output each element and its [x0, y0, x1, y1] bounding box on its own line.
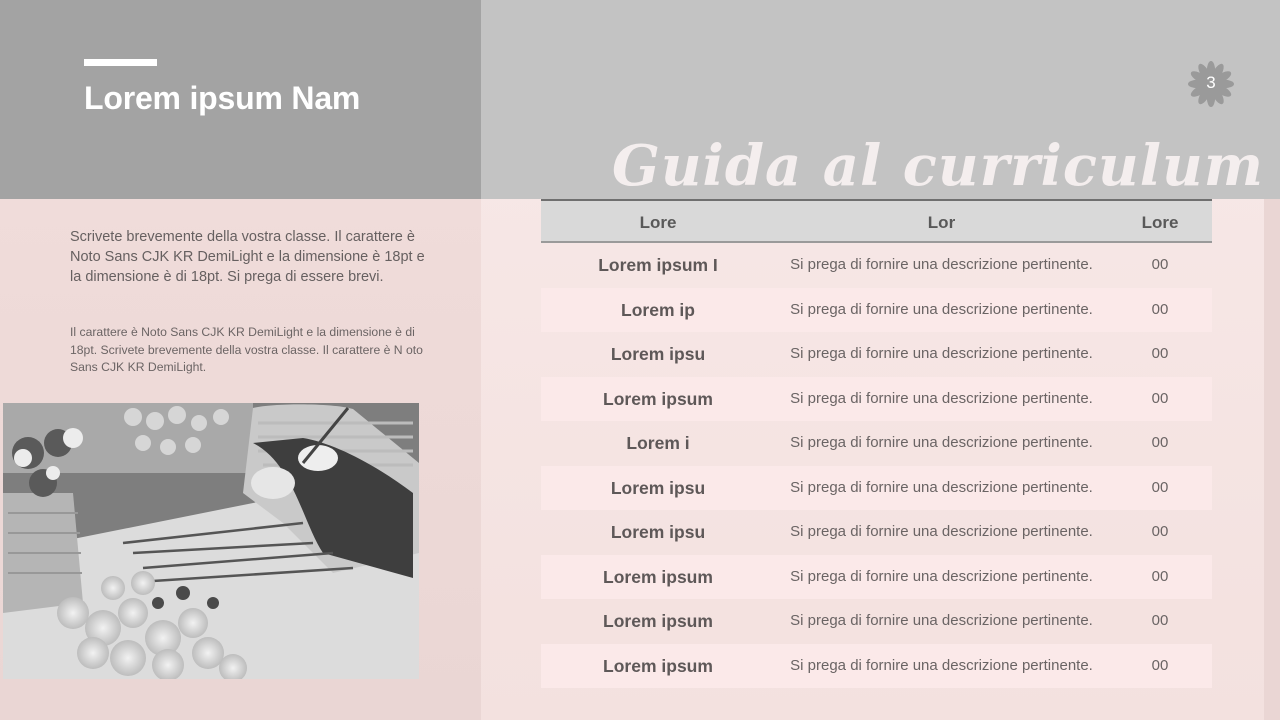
row-description: Si prega di fornire una descrizione pertinente. [790, 523, 1093, 540]
row-name: Lorem ipsum [603, 566, 713, 587]
table-row [541, 599, 1212, 644]
row-value: 00 [1151, 478, 1169, 496]
row-value: 00 [1151, 612, 1169, 629]
table-row [541, 510, 1212, 555]
row-name: Lorem ipsum [603, 388, 713, 409]
florist-photo [3, 403, 419, 679]
row-value: 00 [1151, 389, 1169, 407]
table-row [541, 466, 1212, 511]
script-heading: Guida al curriculum [612, 133, 1264, 199]
row-value: 00 [1151, 567, 1169, 585]
row-description: Si prega di fornire una descrizione pertinente. [790, 300, 1093, 318]
row-value: 00 [1151, 345, 1169, 362]
table-row [541, 555, 1212, 600]
description-paragraph-1: Scrivete brevemente della vostra classe. Il carattere è Noto Sans CJK KR DemiLight e la dimensione è 18pt e la dimensione è di 18pt. Si prega di essere brevi. [70, 229, 425, 285]
table-row [541, 421, 1212, 466]
row-description: Si prega di fornire una descrizione pertinente. [790, 256, 1093, 273]
table-row [541, 377, 1212, 422]
row-name: Lorem i [626, 433, 690, 453]
row-name: Lorem ip [621, 299, 695, 320]
table-row [541, 644, 1212, 689]
column-header-3: Lore [1141, 213, 1179, 232]
row-value: 00 [1151, 300, 1169, 318]
row-value: 00 [1151, 656, 1169, 674]
page-number: 3 [1206, 73, 1216, 92]
row-description: Si prega di fornire una descrizione pertinente. [790, 478, 1093, 496]
title-accent-bar [84, 59, 157, 66]
right-edge-strip [1264, 199, 1280, 720]
row-name: Lorem ipsu [610, 522, 706, 542]
row-description: Si prega di fornire una descrizione pertinente. [790, 389, 1093, 407]
row-description: Si prega di fornire una descrizione pertinente. [790, 612, 1093, 629]
row-value: 00 [1151, 434, 1169, 451]
curriculum-table [541, 199, 1212, 688]
row-name: Lorem ipsum [603, 655, 713, 676]
row-value: 00 [1151, 256, 1169, 273]
page-number-badge [1187, 60, 1235, 108]
row-name: Lorem ipsu [610, 344, 706, 364]
row-description: Si prega di fornire una descrizione pertinente. [790, 345, 1093, 362]
row-description: Si prega di fornire una descrizione pertinente. [790, 434, 1093, 451]
table-row [541, 332, 1212, 377]
row-name: Lorem ipsum [603, 611, 713, 631]
row-value: 00 [1151, 523, 1169, 540]
column-header-2: Lor [927, 213, 956, 232]
table-row [541, 288, 1212, 333]
description-paragraph-2: Il carattere è Noto Sans CJK KR DemiLight e la dimensione è di 18pt. Scrivete brevemente della vostra classe. Il carattere è N oto Sans CJK KR DemiLight. [70, 325, 423, 374]
table-row [541, 243, 1212, 288]
row-description: Si prega di fornire una descrizione pertinente. [790, 567, 1093, 585]
column-header-1: Lore [639, 213, 677, 232]
row-name: Lorem ipsu [610, 477, 706, 498]
florist-photo-illustration [3, 403, 419, 679]
table-header [541, 199, 1212, 243]
row-name: Lorem ipsum I [598, 255, 718, 275]
row-description: Si prega di fornire una descrizione pertinente. [790, 656, 1093, 674]
page-title: Lorem ipsum Nam [84, 80, 361, 116]
